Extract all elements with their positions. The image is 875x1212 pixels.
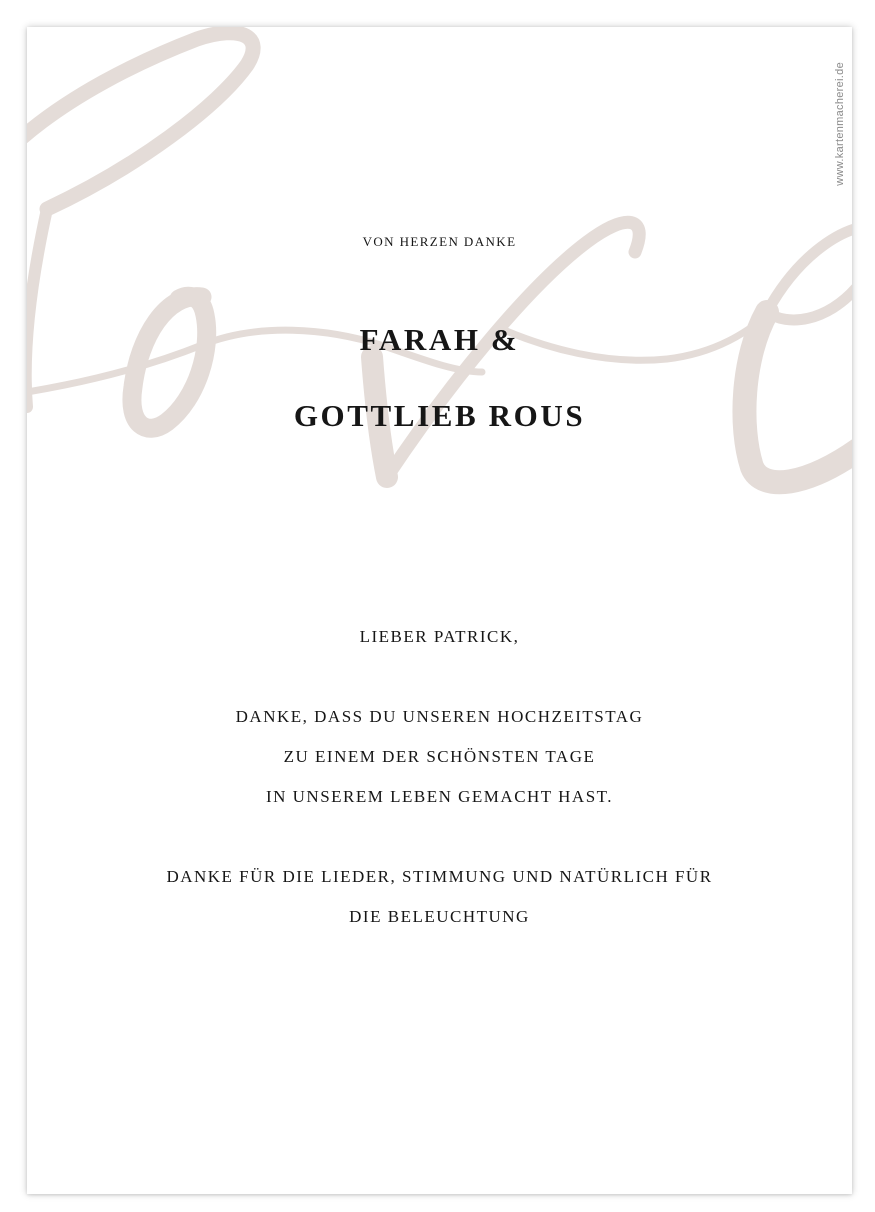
couple-name-line1: FARAH & xyxy=(359,322,520,357)
paragraph1-line: ZU EINEM DER SCHÖNSTEN TAGE xyxy=(283,747,596,766)
paragraph2-line: DANKE FÜR DIE LIEDER, STIMMUNG UND NATÜRLICH FÜR xyxy=(166,867,713,886)
thank-you-card xyxy=(27,27,852,1194)
card-overline: VON HERZEN DANKE xyxy=(362,234,517,249)
greeting: LIEBER PATRICK, xyxy=(359,627,520,646)
paragraph2-line: DIE BELEUCHTUNG xyxy=(349,907,530,926)
paragraph1-line: DANKE, DASS DU UNSEREN HOCHZEITSTAG xyxy=(235,707,644,726)
couple-name-line2: GOTTLIEB ROUS xyxy=(293,398,586,433)
paragraph1-line: IN UNSEREM LEBEN GEMACHT HAST. xyxy=(265,787,614,806)
love-script-decoration xyxy=(27,27,852,527)
website-url: www.kartenmacherei.de xyxy=(834,62,846,186)
script-l-loop xyxy=(27,33,253,209)
